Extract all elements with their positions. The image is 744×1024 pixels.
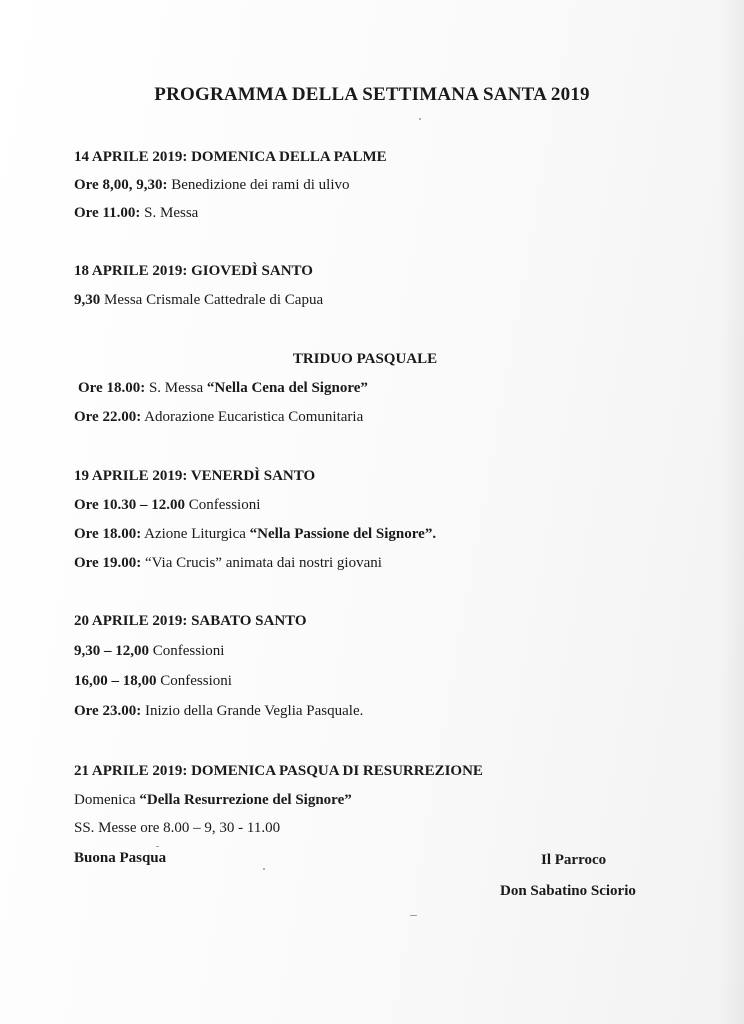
day-heading-easter-sunday: 21 APRILE 2019: DOMENICA PASQUA DI RESURREZIONE [74,763,483,779]
schedule-line [74,555,382,572]
schedule-line [74,292,323,309]
event-text: SS. Messe ore 8.00 – 9, 30 - 11.00 [74,820,281,836]
page-edge-shadow [720,0,744,1024]
event-title: “Nella Cena del Signore” [206,380,368,396]
event-text: Domenica [74,792,140,808]
event-text: Confessioni [156,673,232,689]
time-label: 16,00 – 18,00 [74,673,157,689]
schedule-line [74,177,350,194]
schedule-line [74,205,198,222]
event-text: S. Messa [145,380,207,396]
scan-speck [156,846,159,847]
time-label: Ore 18.00: [74,526,142,542]
event-text: “Via Crucis” animata dai nostri giovani [141,555,382,571]
schedule-line [78,380,368,397]
event-text: Azione Liturgica [141,526,250,542]
time-label: 9,30 [74,292,101,308]
schedule-line [74,703,363,720]
day-heading-good-friday: 19 APRILE 2019: VENERDÌ SANTO [74,468,316,484]
schedule-line [74,673,232,690]
time-label: Ore 8,00, 9,30: [74,177,168,193]
page-title: PROGRAMMA DELLA SETTIMANA SANTA 2019 [154,84,590,105]
time-label: Ore 22.00: [74,409,142,425]
scan-speck [410,915,417,916]
time-label: Ore 23.00: [74,703,142,719]
time-label: 9,30 – 12,00 [74,643,149,659]
time-label: Ore 19.00: [74,555,142,571]
time-label: Ore 18.00: [78,380,146,396]
event-text: Messa Crismale Cattedrale di Capua [100,292,324,308]
event-text: Adorazione Eucaristica Comunitaria [141,409,364,425]
day-heading-holy-saturday: 20 APRILE 2019: SABATO SANTO [74,613,307,629]
time-label: Ore 10.30 – 12.00 [74,497,185,513]
event-text: S. Messa [140,205,199,221]
schedule-line [74,643,224,660]
event-text: Inizio della Grande Veglia Pasquale. [141,703,364,719]
event-title: “Della Resurrezione del Signore” [139,792,352,808]
section-heading-triduo: TRIDUO PASQUALE [292,351,438,367]
signer-name: Don Sabatino Sciorio [500,883,636,899]
schedule-line [74,409,363,426]
event-text: Confessioni [149,643,225,659]
time-label: Ore 11.00: [74,205,141,221]
event-title: “Nella Passione del Signore”. [249,526,437,542]
event-text: Confessioni [184,497,261,513]
event-text: Benedizione dei rami di ulivo [167,177,350,193]
schedule-line [74,526,436,543]
schedule-line [74,497,260,514]
schedule-line [74,792,352,809]
scan-speck [263,868,265,870]
scan-speck [419,118,421,120]
day-heading-holy-thursday: 18 APRILE 2019: GIOVEDÌ SANTO [74,263,313,279]
schedule-line [74,820,280,837]
signer-role: Il Parroco [541,852,607,868]
day-heading-palm-sunday: 14 APRILE 2019: DOMENICA DELLA PALME [74,149,387,165]
closing-greeting: Buona Pasqua [74,850,167,866]
